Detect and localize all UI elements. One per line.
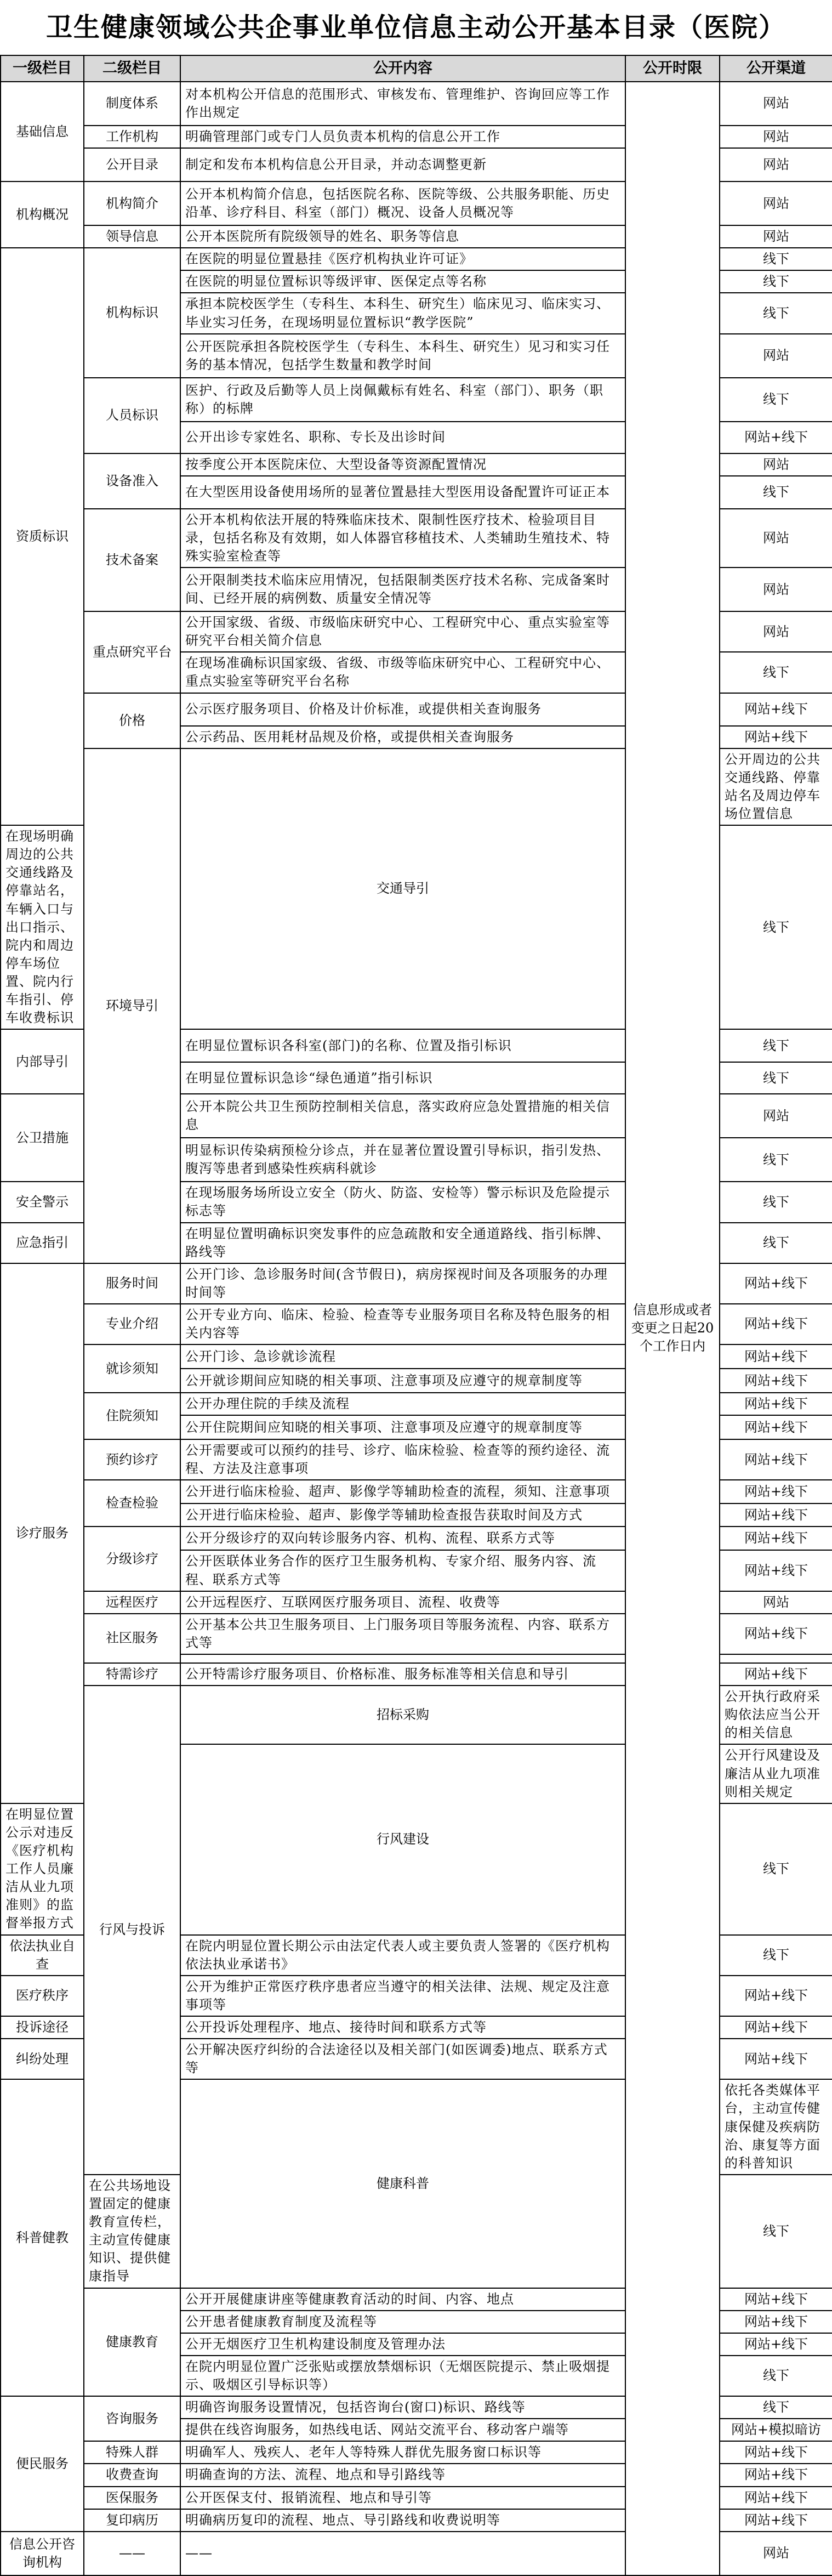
level2-cell: 公卫措施 <box>1 1094 84 1182</box>
channel-cell: 网站 <box>720 2532 832 2575</box>
header-level1: 一级栏目 <box>1 55 84 82</box>
time-limit-cell: 信息形成或者变更之日起20个工作日内 <box>625 82 720 2575</box>
channel-cell <box>720 1654 832 1663</box>
content-cell: 医护、行政及后勤等人员上岗佩戴标有姓名、科室（部门）、职务（职称）的标牌 <box>180 378 625 422</box>
level2-cell: 服务时间 <box>84 1263 180 1304</box>
channel-cell: 网站 <box>720 568 832 611</box>
level2-cell: 依法执业自查 <box>1 1935 84 1976</box>
channel-cell: 网站+线下 <box>720 2464 832 2486</box>
content-cell: 明确咨询服务设置情况，包括咨询台(窗口)标识、路线等 <box>180 2396 625 2419</box>
channel-cell: 线下 <box>720 2356 832 2396</box>
content-cell: 明确查询的方法、流程、地点和导引路线等 <box>180 2464 625 2486</box>
content-cell: 公开本院公共卫生预防控制相关信息，落实政府应急处置措施的相关信息 <box>180 1094 625 1138</box>
content-cell: 依托各类媒体平台，主动宣传健康保健及疾病防治、康复等方面的科普知识 <box>720 2079 832 2175</box>
channel-cell: 网站 <box>720 181 832 225</box>
level2-cell: 社区服务 <box>84 1614 180 1663</box>
content-cell: 公开本机构依法开展的特殊临床技术、限制性医疗技术、检验项目目录，包括名称及有效期，如人体器官移植技术、人类辅助生殖技术、特殊实验室检查等 <box>180 509 625 568</box>
channel-cell: 线下 <box>720 248 832 270</box>
channel-cell: 线下 <box>720 378 832 422</box>
channel-cell: 线下 <box>720 1182 832 1222</box>
content-cell: 公开解决医疗纠纷的合法途径以及相关部门(如医调委)地点、联系方式等 <box>180 2039 625 2079</box>
content-cell: 公开医保支付、报销流程、地点和导引等 <box>180 2487 625 2509</box>
content-cell: 公开执行政府采购依法应当公开的相关信息 <box>720 1686 832 1744</box>
content-cell: 在公共场地设置固定的健康教育宣传栏，主动宣传健康知识、提供健康指导 <box>84 2175 180 2288</box>
level2-cell: 纠纷处理 <box>1 2039 84 2079</box>
channel-cell: 网站+线下 <box>720 2016 832 2039</box>
level2-cell: 健康教育 <box>84 2288 180 2397</box>
level2-cell: 价格 <box>84 693 180 748</box>
content-cell: 公开门诊、急诊服务时间(含节假日)，病房探视时间及各项服务的办理时间等 <box>180 1263 625 1304</box>
channel-cell: 线下 <box>720 293 832 333</box>
page-title: 卫生健康领域公共企事业单位信息主动公开基本目录（医院） <box>45 12 786 43</box>
content-cell: —— <box>180 2532 625 2575</box>
level2-cell: 咨询服务 <box>84 2396 180 2441</box>
content-cell: 在明显位置明确标识突发事件的应急疏散和安全通道路线、指引标牌、路线等 <box>180 1223 625 1263</box>
level2-cell: 机构简介 <box>84 181 180 225</box>
channel-cell: 网站 <box>720 126 832 148</box>
level2-cell: 重点研究平台 <box>84 611 180 693</box>
content-cell: 公开进行临床检验、超声、影像学等辅助检查的流程，须知、注意事项 <box>180 1480 625 1503</box>
channel-cell: 网站 <box>720 82 832 126</box>
content-cell: 公开国家级、省级、市级临床研究中心、工程研究中心、重点实验室等研究平台相关简介信息 <box>180 611 625 652</box>
level2-cell: 特殊人群 <box>84 2441 180 2464</box>
level2-cell: 健康科普 <box>180 2079 625 2288</box>
content-cell: 明显标识传染病预检分诊点，并在显著位置设置引导标识，指引发热、腹泻等患者到感染性疾病科就诊 <box>180 1138 625 1182</box>
channel-cell: 网站+线下 <box>720 1976 832 2016</box>
level2-cell: 机构标识 <box>84 248 180 377</box>
content-cell: 明确军人、残疾人、老年人等特殊人群优先服务窗口标识等 <box>180 2441 625 2464</box>
content-cell: 公开进行临床检验、超声、影像学等辅助检查报告获取时间及方式 <box>180 1503 625 1527</box>
catalog-table <box>0 55 832 2576</box>
content-cell: 按季度公开本医院床位、大型设备等资源配置情况 <box>180 453 625 476</box>
channel-cell: 网站+线下 <box>720 2509 832 2532</box>
level2-cell: 分级诊疗 <box>84 1527 180 1591</box>
level2-cell: 医保服务 <box>84 2487 180 2509</box>
content-cell: 公开出诊专家姓名、职称、专长及出诊时间 <box>180 422 625 453</box>
content-cell: 公开需要或可以预约的挂号、诊疗、临床检验、检查等的预约途径、流程、方法及注意事项 <box>180 1439 625 1480</box>
level2-cell: 检查检验 <box>84 1480 180 1527</box>
channel-cell: 网站+线下 <box>720 1415 832 1439</box>
level2-cell: 医疗秩序 <box>1 1976 84 2016</box>
level2-cell: 招标采购 <box>180 1686 625 1744</box>
channel-cell: 网站 <box>720 1094 832 1138</box>
level2-cell: 领导信息 <box>84 225 180 248</box>
content-cell: 公开患者健康教育制度及流程等 <box>180 2311 625 2333</box>
content-cell: 制定和发布本机构信息公开目录，并动态调整更新 <box>180 148 625 181</box>
level2-cell: 特需诊疗 <box>84 1663 180 1686</box>
level2-cell: 收费查询 <box>84 2464 180 2486</box>
content-cell: 公开办理住院的手续及流程 <box>180 1393 625 1415</box>
catalog-body <box>1 82 832 2575</box>
channel-cell: 网站+线下 <box>720 1369 832 1393</box>
level2-cell: 设备准入 <box>84 453 180 509</box>
level1-cell: 诊疗服务 <box>1 1263 84 1803</box>
content-cell: 明确管理部门或专门人员负责本机构的信息公开工作 <box>180 126 625 148</box>
channel-cell: 网站 <box>720 225 832 248</box>
header-content: 公开内容 <box>180 55 625 82</box>
content-cell: 公示药品、医用耗材品规及价格，或提供相关查询服务 <box>180 726 625 748</box>
channel-cell: 网站+线下 <box>720 2441 832 2464</box>
header-time-limit: 公开时限 <box>625 55 720 82</box>
content-cell: 公开远程医疗、互联网医疗服务项目、流程、收费等 <box>180 1591 625 1614</box>
content-cell: 公开开展健康讲座等健康教育活动的时间、内容、地点 <box>180 2288 625 2311</box>
content-cell: 在明显位置标识急诊“绿色通道”指引标识 <box>180 1062 625 1094</box>
channel-cell: 网站+线下 <box>720 2487 832 2509</box>
channel-cell: 线下 <box>720 476 832 509</box>
content-cell: 提供在线咨询服务，如热线电话、网站交流平台、移动客户端等 <box>180 2419 625 2441</box>
channel-cell: 网站+线下 <box>720 2333 832 2356</box>
content-cell: 公开无烟医疗卫生机构建设制度及管理办法 <box>180 2333 625 2356</box>
level2-cell: 应急指引 <box>1 1223 84 1263</box>
level2-cell: 住院须知 <box>84 1393 180 1439</box>
channel-cell: 网站 <box>720 509 832 568</box>
channel-cell: 网站+模拟暗访 <box>720 2419 832 2441</box>
level1-cell: 资质标识 <box>1 248 84 825</box>
channel-cell: 网站+线下 <box>720 1304 832 1344</box>
level2-cell: 技术备案 <box>84 509 180 611</box>
level1-cell: 机构概况 <box>1 181 84 248</box>
channel-cell: 网站+线下 <box>720 1614 832 1654</box>
channel-cell: 网站+线下 <box>720 1393 832 1415</box>
header-row <box>1 55 832 82</box>
content-cell: 对本机构公开信息的范围形式、审核发布、管理维护、咨询回应等工作作出规定 <box>180 82 625 126</box>
channel-cell: 网站+线下 <box>720 2288 832 2311</box>
level2-cell: 内部导引 <box>1 1029 84 1094</box>
channel-cell: 网站 <box>720 334 832 378</box>
content-cell: 在医院的明显位置悬挂《医疗机构执业许可证》 <box>180 248 625 270</box>
table-row <box>1 82 832 126</box>
level2-cell: 制度体系 <box>84 82 180 126</box>
channel-cell: 网站 <box>720 1591 832 1614</box>
content-cell: 公开周边的公共交通线路、停靠站名及周边停车场位置信息 <box>720 748 832 825</box>
content-cell: 公开行风建设及廉洁从业九项准则相关规定 <box>720 1744 832 1803</box>
content-cell: 在院内明显位置广泛张贴或摆放禁烟标识（无烟医院提示、禁止吸烟提示、吸烟区引导标识等） <box>180 2356 625 2396</box>
level2-cell: 安全警示 <box>1 1182 84 1222</box>
channel-cell: 线下 <box>720 1138 832 1182</box>
channel-cell: 线下 <box>720 270 832 293</box>
level2-cell: 交通导引 <box>180 748 625 1030</box>
channel-cell: 网站+线下 <box>720 1550 832 1591</box>
channel-cell: 网站+线下 <box>720 1503 832 1527</box>
content-cell: 在院内明显位置长期公示由法定代表人或主要负责人签署的《医疗机构依法执业承诺书》 <box>180 1935 625 1976</box>
content-cell: 在大型医用设备使用场所的显著位置悬挂大型医用设备配置许可证正本 <box>180 476 625 509</box>
channel-cell: 网站+线下 <box>720 1263 832 1304</box>
content-cell: 公开专业方向、临床、检验、检查等专业服务项目名称及特色服务的相关内容等 <box>180 1304 625 1344</box>
channel-cell: 网站+线下 <box>720 1344 832 1369</box>
header-level2: 二级栏目 <box>84 55 180 82</box>
content-cell: 在现场准确标识国家级、省级、市级等临床研究中心、工程研究中心、重点实验室等研究平台名称 <box>180 652 625 693</box>
channel-cell: 网站+线下 <box>720 1663 832 1686</box>
level2-cell: 行风建设 <box>180 1744 625 1934</box>
content-cell: 在明显位置公示对违反《医疗机构工作人员廉洁从业九项准则》的监督举报方式 <box>1 1803 84 1935</box>
content-cell: 公开本机构简介信息，包括医院名称、医院等级、公共服务职能、历史沿革、诊疗科目、科室（部门）概况、设备人员概况等 <box>180 181 625 225</box>
content-cell: 公开就诊期间应知晓的相关事项、注意事项及应遵守的规章制度等 <box>180 1369 625 1393</box>
content-cell <box>180 1654 625 1663</box>
channel-cell: 网站+线下 <box>720 422 832 453</box>
content-cell: 承担本院校医学生（专科生、本科生、研究生）临床见习、临床实习、毕业实习任务，在现场明显位置标识“教学医院” <box>180 293 625 333</box>
channel-cell: 线下 <box>720 1935 832 1976</box>
content-cell: 公开投诉处理程序、地点、接待时间和联系方式等 <box>180 2016 625 2039</box>
content-cell: 公开限制类技术临床应用情况，包括限制类医疗技术名称、完成备案时间、已经开展的病例数、质量安全情况等 <box>180 568 625 611</box>
channel-cell: 线下 <box>720 1803 832 1935</box>
content-cell: 公开为维护正常医疗秩序患者应当遵守的相关法律、法规、规定及注意事项等 <box>180 1976 625 2016</box>
channel-cell: 网站 <box>720 453 832 476</box>
channel-cell: 线下 <box>720 1029 832 1062</box>
content-cell: 公示医疗服务项目、价格及计价标准，或提供相关查询服务 <box>180 693 625 726</box>
content-cell: 公开本医院所有院级领导的姓名、职务等信息 <box>180 225 625 248</box>
content-cell: 在医院的明显位置标识等级评审、医保定点等名称 <box>180 270 625 293</box>
level2-cell: 工作机构 <box>84 126 180 148</box>
channel-cell: 网站+线下 <box>720 2311 832 2333</box>
content-cell: 在现场明确周边的公共交通线路及停靠站名，车辆入口与出口指示、院内和周边停车场位置、院内行车指引、停车收费标识 <box>1 825 84 1029</box>
channel-cell: 网站 <box>720 148 832 181</box>
channel-cell: 线下 <box>720 2396 832 2419</box>
content-cell: 公开分级诊疗的双向转诊服务内容、机构、流程、联系方式等 <box>180 1527 625 1550</box>
channel-cell: 网站 <box>720 611 832 652</box>
channel-cell: 网站+线下 <box>720 1527 832 1550</box>
level1-cell: 基础信息 <box>1 82 84 181</box>
content-cell: 明确病历复印的流程、地点、导引路线和收费说明等 <box>180 2509 625 2532</box>
channel-cell: 网站+线下 <box>720 1439 832 1480</box>
level2-cell: 投诉途径 <box>1 2016 84 2039</box>
content-cell: 公开医联体业务合作的医疗卫生服务机构、专家介绍、服务内容、流程、联系方式等 <box>180 1550 625 1591</box>
level2-cell: 公开目录 <box>84 148 180 181</box>
channel-cell: 线下 <box>720 652 832 693</box>
content-cell: 公开特需诊疗服务项目、价格标准、服务标准等相关信息和导引 <box>180 1663 625 1686</box>
level2-cell: 预约诊疗 <box>84 1439 180 1480</box>
content-cell: 在明显位置标识各科室(部门)的名称、位置及指引标识 <box>180 1029 625 1062</box>
content-cell: 公开住院期间应知晓的相关事项、注意事项及应遵守的规章制度等 <box>180 1415 625 1439</box>
content-cell: 在现场服务场所设立安全（防火、防盗、安检等）警示标识及危险提示标志等 <box>180 1182 625 1222</box>
content-cell: 公开门诊、急诊就诊流程 <box>180 1344 625 1369</box>
channel-cell: 网站+线下 <box>720 2039 832 2079</box>
level1-cell: 环境导引 <box>84 748 180 1263</box>
content-cell: 公开基本公共卫生服务项目、上门服务项目等服务流程、内容、联系方式等 <box>180 1614 625 1654</box>
header-channel: 公开渠道 <box>720 55 832 82</box>
level1-cell: 行风与投诉 <box>84 1686 180 2175</box>
level1-cell: 科普健教 <box>1 2079 84 2396</box>
level2-cell: 复印病历 <box>84 2509 180 2532</box>
level2-cell: —— <box>84 2532 180 2575</box>
channel-cell: 线下 <box>720 1062 832 1094</box>
level2-cell: 专业介绍 <box>84 1304 180 1344</box>
channel-cell: 网站+线下 <box>720 693 832 726</box>
level1-cell: 便民服务 <box>1 2396 84 2532</box>
channel-cell: 线下 <box>720 825 832 1029</box>
level2-cell: 人员标识 <box>84 378 180 453</box>
channel-cell: 网站+线下 <box>720 726 832 748</box>
level2-cell: 远程医疗 <box>84 1591 180 1614</box>
channel-cell: 线下 <box>720 1223 832 1263</box>
content-cell: 公开医院承担各院校医学生（专科生、本科生、研究生）见习和实习任务的基本情况，包括学生数量和教学时间 <box>180 334 625 378</box>
level1-cell: 信息公开咨询机构 <box>1 2532 84 2575</box>
channel-cell: 网站+线下 <box>720 1480 832 1503</box>
channel-cell: 线下 <box>720 2175 832 2288</box>
level2-cell: 就诊须知 <box>84 1344 180 1393</box>
